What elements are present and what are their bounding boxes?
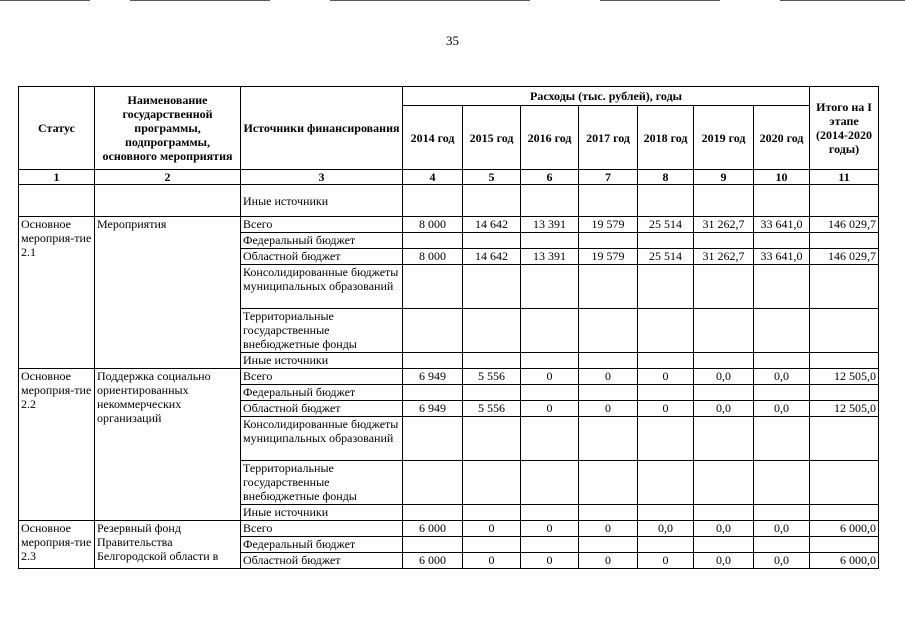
- value-cell: 0,0: [694, 553, 754, 569]
- value-cell: 13 391: [521, 249, 579, 265]
- value-cell: [754, 417, 810, 461]
- source-cell: Областной бюджет: [241, 553, 403, 569]
- value-cell: [754, 385, 810, 401]
- source-cell: Областной бюджет: [241, 401, 403, 417]
- value-cell: 13 391: [521, 217, 579, 233]
- value-cell: [579, 385, 638, 401]
- value-cell: [638, 417, 694, 461]
- source-cell: Всего: [241, 369, 403, 385]
- value-cell: 5 556: [463, 401, 521, 417]
- table-row: [19, 185, 879, 217]
- value-cell: 6 949: [403, 401, 463, 417]
- value-cell: [521, 461, 579, 505]
- value-cell: 0: [638, 369, 694, 385]
- source-cell: Иные источники: [241, 185, 403, 217]
- value-cell: 0: [579, 401, 638, 417]
- column-index: 7: [579, 170, 638, 185]
- header-total: Итого на I этапе (2014-2020 годы): [810, 87, 879, 170]
- value-cell: 14 642: [463, 217, 521, 233]
- value-cell: 14 642: [463, 249, 521, 265]
- column-index: 11: [810, 170, 879, 185]
- header-year: 2016 год: [521, 106, 579, 170]
- value-cell: 25 514: [638, 217, 694, 233]
- value-cell: [579, 353, 638, 369]
- value-cell: [694, 385, 754, 401]
- value-cell: [463, 233, 521, 249]
- value-cell: 0,0: [694, 401, 754, 417]
- source-cell: Федеральный бюджет: [241, 233, 403, 249]
- value-cell: 0,0: [754, 521, 810, 537]
- source-cell: Территориальные государственные внебюджетные фонды: [241, 309, 403, 353]
- total-cell: [810, 537, 879, 553]
- value-cell: [463, 461, 521, 505]
- value-cell: [521, 417, 579, 461]
- value-cell: [403, 353, 463, 369]
- value-cell: [463, 505, 521, 521]
- value-cell: [521, 309, 579, 353]
- value-cell: 0: [521, 369, 579, 385]
- column-index: 3: [241, 170, 403, 185]
- value-cell: [521, 265, 579, 309]
- value-cell: 19 579: [579, 249, 638, 265]
- total-cell: [810, 309, 879, 353]
- value-cell: 0,0: [694, 369, 754, 385]
- value-cell: [403, 417, 463, 461]
- value-cell: [463, 537, 521, 553]
- measure-name-cell: Мероприятия: [95, 217, 241, 369]
- value-cell: [638, 537, 694, 553]
- value-cell: [403, 461, 463, 505]
- total-cell: 12 505,0: [810, 369, 879, 385]
- value-cell: [638, 309, 694, 353]
- value-cell: [638, 385, 694, 401]
- header-year: 2017 год: [579, 106, 638, 170]
- value-cell: [579, 233, 638, 249]
- column-index: 2: [95, 170, 241, 185]
- value-cell: [638, 265, 694, 309]
- column-index: 10: [754, 170, 810, 185]
- total-cell: [810, 417, 879, 461]
- value-cell: [403, 537, 463, 553]
- value-cell: 0: [463, 553, 521, 569]
- value-cell: [694, 417, 754, 461]
- value-cell: 6 000: [403, 553, 463, 569]
- total-cell: 146 029,7: [810, 217, 879, 233]
- header-expenses: Расходы (тыс. рублей), годы: [403, 87, 810, 106]
- value-cell: [521, 353, 579, 369]
- value-cell: [694, 265, 754, 309]
- value-cell: 0: [463, 521, 521, 537]
- value-cell: [754, 265, 810, 309]
- measure-name-cell: Резервный фонд Правительства Белгородской области в: [95, 521, 241, 569]
- table-row: [19, 369, 879, 385]
- header-name: Наименование государственной программы, подпрограммы, основного мероприятия: [95, 87, 241, 170]
- source-cell: Областной бюджет: [241, 249, 403, 265]
- measure-name-cell: Поддержка социально ориентированных некоммерческих организаций: [95, 369, 241, 521]
- value-cell: 0: [521, 521, 579, 537]
- total-cell: 6 000,0: [810, 521, 879, 537]
- value-cell: 8 000: [403, 249, 463, 265]
- header-year: 2015 год: [463, 106, 521, 170]
- column-index: 1: [19, 170, 95, 185]
- value-cell: [521, 385, 579, 401]
- total-cell: 6 000,0: [810, 553, 879, 569]
- value-cell: [694, 353, 754, 369]
- header-year: 2020 год: [754, 106, 810, 170]
- value-cell: 0: [521, 553, 579, 569]
- value-cell: [754, 461, 810, 505]
- value-cell: [638, 353, 694, 369]
- status-cell: Основное мероприя-тие 2.2: [19, 369, 95, 521]
- status-cell: Основное мероприя-тие 2.3: [19, 521, 95, 569]
- value-cell: [754, 353, 810, 369]
- value-cell: [403, 265, 463, 309]
- page-number: 35: [446, 33, 459, 48]
- value-cell: [579, 309, 638, 353]
- total-cell: [810, 461, 879, 505]
- column-index: 8: [638, 170, 694, 185]
- value-cell: [579, 417, 638, 461]
- value-cell: [694, 309, 754, 353]
- source-cell: Федеральный бюджет: [241, 385, 403, 401]
- status-cell: Основное мероприя-тие 2.1: [19, 217, 95, 369]
- source-cell: Всего: [241, 521, 403, 537]
- header-year: 2019 год: [694, 106, 754, 170]
- value-cell: 0: [579, 369, 638, 385]
- value-cell: [638, 505, 694, 521]
- value-cell: 0,0: [638, 521, 694, 537]
- header-status: Статус: [19, 87, 95, 170]
- value-cell: 8 000: [403, 217, 463, 233]
- value-cell: 0: [521, 401, 579, 417]
- table-row: [19, 521, 879, 537]
- value-cell: [463, 309, 521, 353]
- header-sources: Источники финансирования: [241, 87, 403, 170]
- value-cell: 0,0: [694, 521, 754, 537]
- value-cell: [754, 309, 810, 353]
- source-cell: Иные источники: [241, 353, 403, 369]
- value-cell: [579, 265, 638, 309]
- value-cell: 0: [638, 401, 694, 417]
- value-cell: 19 579: [579, 217, 638, 233]
- value-cell: 0,0: [754, 369, 810, 385]
- value-cell: 31 262,7: [694, 217, 754, 233]
- value-cell: [694, 537, 754, 553]
- column-index: 6: [521, 170, 579, 185]
- value-cell: [579, 461, 638, 505]
- budget-table: [18, 86, 879, 569]
- value-cell: [463, 265, 521, 309]
- source-cell: Территориальные государственные внебюджетные фонды: [241, 461, 403, 505]
- value-cell: [403, 505, 463, 521]
- value-cell: [521, 537, 579, 553]
- value-cell: 0: [579, 521, 638, 537]
- column-index: 5: [463, 170, 521, 185]
- total-cell: [810, 385, 879, 401]
- value-cell: [638, 233, 694, 249]
- value-cell: 25 514: [638, 249, 694, 265]
- value-cell: [638, 461, 694, 505]
- value-cell: 6 000: [403, 521, 463, 537]
- column-index: 9: [694, 170, 754, 185]
- source-cell: Федеральный бюджет: [241, 537, 403, 553]
- column-index: 4: [403, 170, 463, 185]
- value-cell: 31 262,7: [694, 249, 754, 265]
- value-cell: [754, 505, 810, 521]
- value-cell: 0,0: [754, 553, 810, 569]
- value-cell: 6 949: [403, 369, 463, 385]
- total-cell: [810, 233, 879, 249]
- value-cell: 0,0: [754, 401, 810, 417]
- value-cell: [403, 385, 463, 401]
- header-year: 2014 год: [403, 106, 463, 170]
- total-cell: [810, 505, 879, 521]
- value-cell: 5 556: [463, 369, 521, 385]
- value-cell: [579, 505, 638, 521]
- value-cell: [579, 537, 638, 553]
- value-cell: [463, 353, 521, 369]
- value-cell: 33 641,0: [754, 217, 810, 233]
- source-cell: Всего: [241, 217, 403, 233]
- value-cell: [694, 233, 754, 249]
- total-cell: 146 029,7: [810, 249, 879, 265]
- source-cell: Консолидированные бюджеты муниципальных образований: [241, 265, 403, 309]
- value-cell: [463, 417, 521, 461]
- value-cell: [694, 461, 754, 505]
- source-cell: Иные источники: [241, 505, 403, 521]
- value-cell: [754, 537, 810, 553]
- total-cell: 12 505,0: [810, 401, 879, 417]
- value-cell: [521, 505, 579, 521]
- value-cell: [463, 385, 521, 401]
- header-year: 2018 год: [638, 106, 694, 170]
- top-edge-lines: [0, 0, 905, 2]
- table-row: [19, 217, 879, 233]
- value-cell: 0: [579, 553, 638, 569]
- total-cell: [810, 265, 879, 309]
- value-cell: [694, 505, 754, 521]
- value-cell: [403, 309, 463, 353]
- value-cell: [521, 233, 579, 249]
- total-cell: [810, 353, 879, 369]
- value-cell: 0: [638, 553, 694, 569]
- source-cell: Консолидированные бюджеты муниципальных образований: [241, 417, 403, 461]
- value-cell: [754, 233, 810, 249]
- value-cell: 33 641,0: [754, 249, 810, 265]
- value-cell: [403, 233, 463, 249]
